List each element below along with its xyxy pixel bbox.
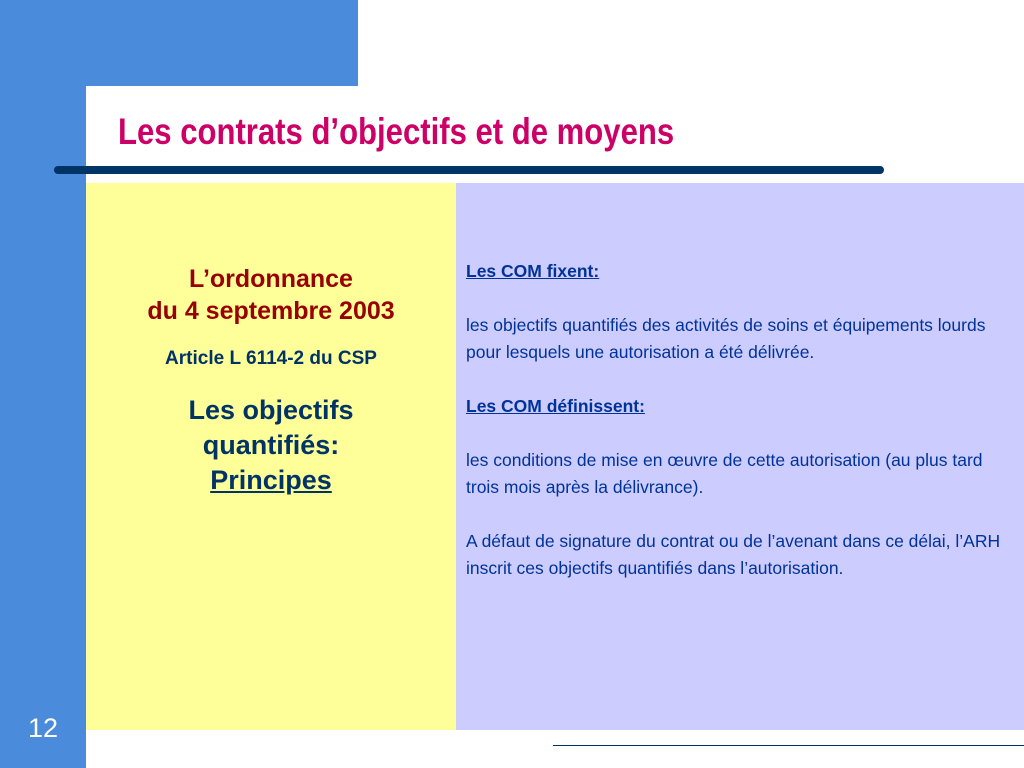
slide-title: Les contrats d’objectifs et de moyens [118,111,675,152]
objectifs-line2: quantifiés: [202,430,340,460]
right-panel-content [466,258,1018,582]
defaut-signature-text: A défaut de signature du contrat ou de l’avenant dans ce délai, l’ARH inscrit ces objectifs quantifiés dans l’autorisation. [466,531,1001,578]
com-definissent-text: les conditions de mise en œuvre de cette autorisation (au plus tard trois mois après la délivrance). [466,450,983,497]
article-reference: Article L 6114-2 du CSP [165,348,377,369]
left-panel-content [86,263,456,498]
ordonnance-line: L’ordonnance [189,265,353,293]
left-frame-bar [0,0,86,768]
ordonnance-title [86,263,456,327]
com-definissent-heading: Les COM définissent: [466,396,645,416]
ordonnance-date: du 4 septembre 2003 [147,297,395,325]
principes-link: Principes [210,465,332,495]
top-frame-bar [0,0,358,86]
footer-rule [553,745,1024,746]
com-fixent-text: les objectifs quantifiés des activités de soins et équipements lourds pour lesquels une autorisation a été délivrée. [466,315,986,362]
com-fixent-heading: Les COM fixent: [466,261,600,281]
slide-number: 12 [27,713,59,743]
objectifs-heading [86,393,456,498]
title-underline-rule [54,166,884,174]
objectifs-line1: Les objectifs [188,395,354,425]
